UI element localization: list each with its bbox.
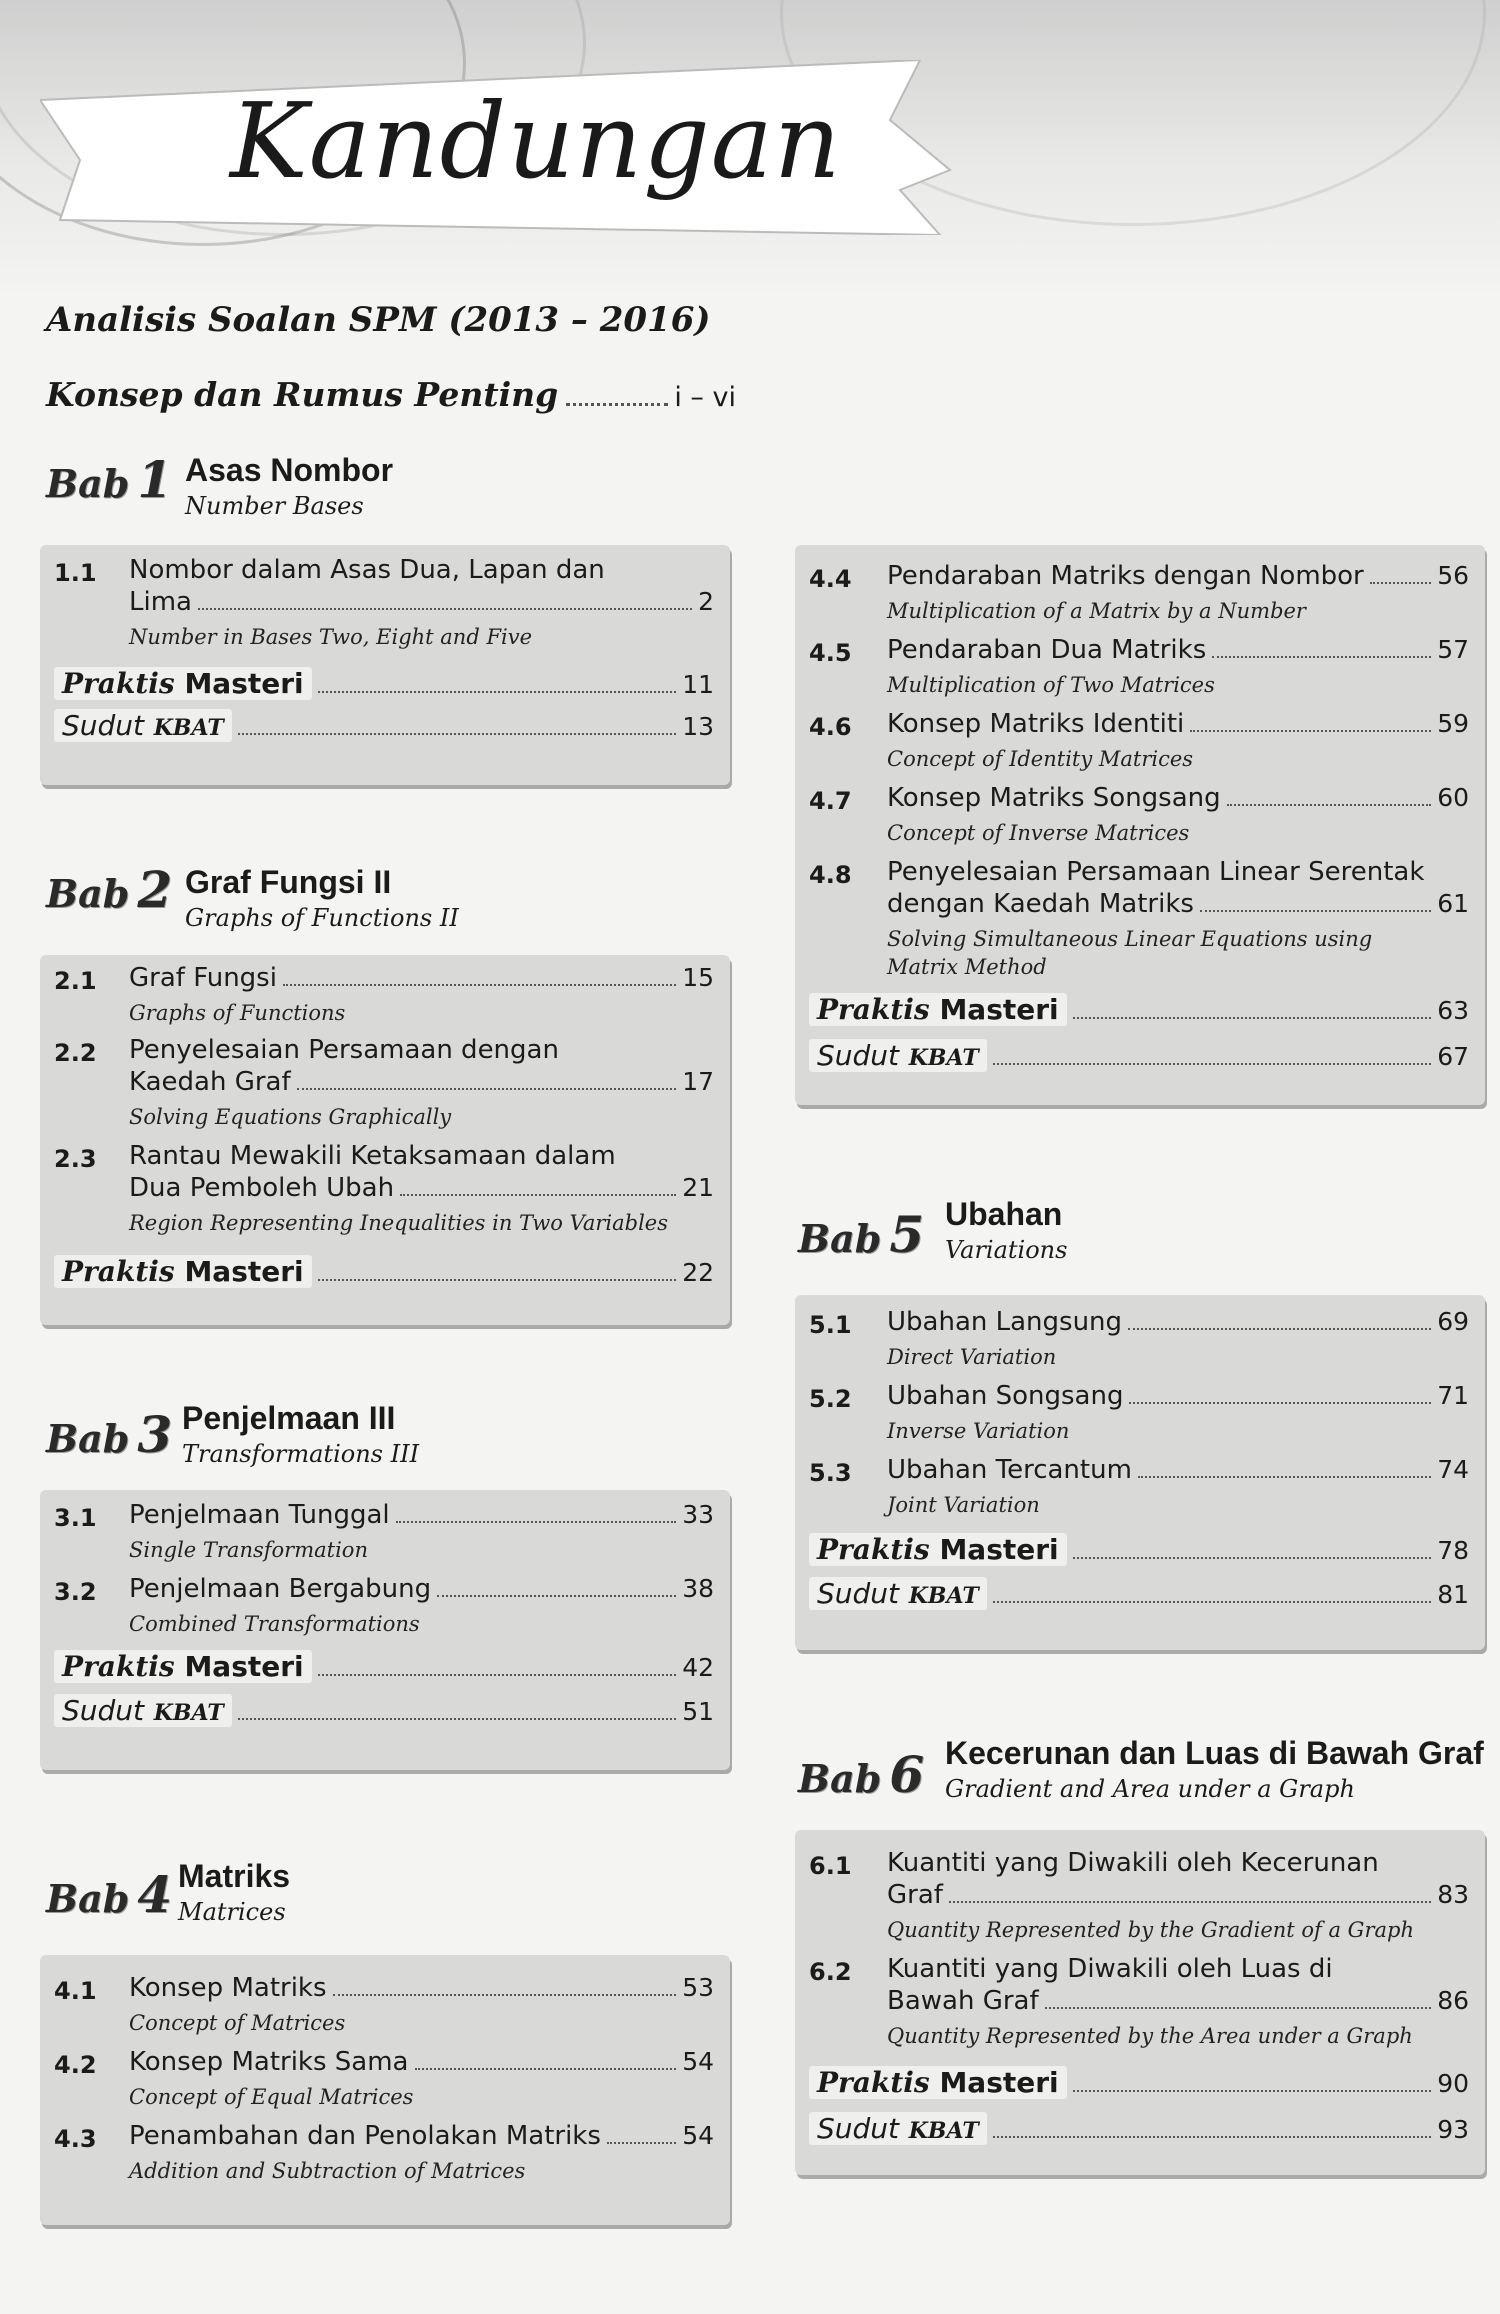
- entry-english: Inverse Variation: [887, 1419, 1070, 1443]
- entry-english: Direct Variation: [887, 1345, 1057, 1369]
- sudut-kbat-entry[interactable]: [809, 2112, 1469, 2145]
- praktis-masteri-tag: Praktis Masteri: [809, 1533, 1067, 1566]
- konsep-entry[interactable]: [46, 375, 736, 414]
- entry-english-cont: Matrix Method: [887, 955, 1047, 979]
- entry-page: 54: [682, 2047, 714, 2076]
- entry-english: Multiplication of a Matrix by a Number: [887, 599, 1306, 623]
- entry-title: Konsep Matriks Sama: [129, 2047, 409, 2077]
- entry-page: 2: [698, 587, 714, 616]
- sudut-kbat-entry[interactable]: [54, 709, 714, 742]
- entry-title-line: [887, 709, 1469, 739]
- entry-number: 2.1: [54, 967, 97, 995]
- entry-page: 17: [682, 1067, 714, 1096]
- entry-page: 21: [682, 1173, 714, 1202]
- entry-english: Concept of Equal Matrices: [129, 2085, 414, 2109]
- entry-page: 22: [682, 1258, 714, 1287]
- dot-leader: [1190, 730, 1431, 732]
- dot-leader: [400, 1194, 676, 1196]
- entry-english: Concept of Identity Matrices: [887, 747, 1194, 771]
- entry-page: 86: [1437, 1986, 1469, 2015]
- praktis-masteri-entry[interactable]: [809, 993, 1469, 1026]
- sudut-kbat-tag: Sudut KBAT: [54, 709, 232, 742]
- analysis-heading: Analisis Soalan SPM (2013 – 2016): [46, 300, 711, 340]
- entry-title-line: [129, 1500, 714, 1530]
- entry-number: 1.1: [54, 559, 97, 587]
- chapter-1-badge: Bab 1: [46, 450, 173, 509]
- dot-leader: [318, 1279, 677, 1281]
- entry-english: Addition and Subtraction of Matrices: [129, 2159, 526, 2183]
- dot-leader: [607, 2142, 676, 2144]
- entry-number: 5.3: [809, 1459, 852, 1487]
- entry-title-line: [887, 1381, 1469, 1411]
- entry-title-line: [887, 1455, 1469, 1485]
- sudut-kbat-tag: Sudut KBAT: [809, 2112, 987, 2145]
- chapter-4-box-left: [40, 1955, 730, 2225]
- entry-number: 6.1: [809, 1852, 852, 1880]
- entry-title: Konsep Matriks Identiti: [887, 709, 1185, 739]
- praktis-masteri-entry[interactable]: [809, 1533, 1469, 1566]
- entry-title-line: [887, 1986, 1469, 2016]
- sudut-kbat-tag: Sudut KBAT: [54, 1694, 232, 1727]
- entry-title-line: [887, 635, 1469, 665]
- praktis-masteri-tag: Praktis Masteri: [809, 2066, 1067, 2099]
- entry-number: 4.6: [809, 713, 852, 741]
- entry-title-line: [129, 2121, 714, 2151]
- entry-title-cont: Dua Pemboleh Ubah: [129, 1173, 395, 1203]
- entry-title: Graf Fungsi: [129, 963, 277, 993]
- sudut-kbat-entry[interactable]: [54, 1694, 714, 1727]
- entry-title: Konsep Matriks: [129, 1973, 327, 2003]
- dot-leader: [283, 984, 676, 986]
- entry-title: Penyelesaian Persamaan Linear Serentak: [887, 857, 1425, 887]
- entry-title: Kuantiti yang Diwakili oleh Luas di: [887, 1954, 1333, 1984]
- entry-page: 15: [682, 963, 714, 992]
- entry-page: 78: [1437, 1536, 1469, 1565]
- sudut-kbat-entry[interactable]: [809, 1577, 1469, 1610]
- entry-page: 93: [1437, 2115, 1469, 2144]
- praktis-masteri-tag: Praktis Masteri: [54, 1255, 312, 1288]
- entry-title: Ubahan Songsang: [887, 1381, 1124, 1411]
- entry-title: Penjelmaan Tunggal: [129, 1500, 390, 1530]
- entry-english: Solving Simultaneous Linear Equations using: [887, 927, 1373, 951]
- praktis-masteri-entry[interactable]: [54, 667, 714, 700]
- entry-english: Graphs of Functions: [129, 1001, 346, 1025]
- entry-page: 83: [1437, 1880, 1469, 1909]
- dot-leader: [318, 691, 677, 693]
- entry-english: Concept of Matrices: [129, 2011, 346, 2035]
- entry-title-line: [887, 889, 1469, 919]
- entry-page: 51: [682, 1697, 714, 1726]
- entry-english: Multiplication of Two Matrices: [887, 673, 1215, 697]
- entry-title: Pendaraban Matriks dengan Nombor: [887, 561, 1364, 591]
- entry-english: Quantity Represented by the Area under a Graph: [887, 2024, 1413, 2048]
- entry-english: Combined Transformations: [129, 1612, 420, 1636]
- chapter-5-subtitle: Variations: [945, 1236, 1068, 1264]
- chapter-4-subtitle: Matrices: [178, 1898, 286, 1926]
- dot-leader: [566, 403, 668, 406]
- entry-title: Pendaraban Dua Matriks: [887, 635, 1207, 665]
- dot-leader: [1073, 2090, 1432, 2092]
- chapter-2-title: Graf Fungsi II: [185, 864, 392, 900]
- dot-leader: [949, 1901, 1431, 1903]
- entry-title: Nombor dalam Asas Dua, Lapan dan: [129, 555, 605, 585]
- entry-page: 38: [682, 1574, 714, 1603]
- dot-leader: [333, 1994, 677, 1996]
- entry-title: Penyelesaian Persamaan dengan: [129, 1035, 559, 1065]
- entry-english: Joint Variation: [887, 1493, 1040, 1517]
- konsep-label: Konsep dan Rumus Penting: [46, 375, 559, 414]
- entry-page: 42: [682, 1653, 714, 1682]
- chapter-2-badge: Bab 2: [46, 860, 173, 919]
- dot-leader: [1227, 804, 1432, 806]
- entry-page: 61: [1437, 889, 1469, 918]
- chapter-1-box: [40, 545, 730, 785]
- chapter-4-badge: Bab 4: [46, 1865, 173, 1924]
- dot-leader: [415, 2068, 677, 2070]
- entry-title-cont: Graf: [887, 1880, 943, 1910]
- entry-number: 4.2: [54, 2051, 97, 2079]
- dot-leader: [1045, 2007, 1432, 2009]
- chapter-5-title: Ubahan: [945, 1196, 1063, 1232]
- entry-number: 2.2: [54, 1039, 97, 1067]
- entry-page: 69: [1437, 1307, 1469, 1336]
- entry-title: Rantau Mewakili Ketaksamaan dalam: [129, 1141, 616, 1171]
- entry-page: 60: [1437, 783, 1469, 812]
- dot-leader: [238, 733, 676, 735]
- entry-title: Penjelmaan Bergabung: [129, 1574, 432, 1604]
- entry-page: 53: [682, 1973, 714, 2002]
- dot-leader: [1073, 1557, 1432, 1559]
- dot-leader: [1200, 910, 1431, 912]
- entry-title: Penambahan dan Penolakan Matriks: [129, 2121, 601, 2151]
- konsep-pages: i – vi: [674, 382, 736, 413]
- entry-number: 4.5: [809, 639, 852, 667]
- entry-page: 67: [1437, 1042, 1469, 1071]
- entry-title-line: [129, 587, 714, 617]
- sudut-kbat-tag: Sudut KBAT: [809, 1577, 987, 1610]
- chapter-4-title: Matriks: [178, 1858, 291, 1894]
- dot-leader: [396, 1521, 677, 1523]
- praktis-masteri-entry[interactable]: [54, 1255, 714, 1288]
- praktis-masteri-tag: Praktis Masteri: [54, 667, 312, 700]
- entry-page: 13: [682, 712, 714, 741]
- entry-title-line: [887, 561, 1469, 591]
- page-title: Kandungan: [230, 80, 842, 202]
- entry-title: Konsep Matriks Songsang: [887, 783, 1221, 813]
- dot-leader: [1073, 1017, 1432, 1019]
- entry-page: 90: [1437, 2069, 1469, 2098]
- entry-title: Ubahan Tercantum: [887, 1455, 1132, 1485]
- praktis-masteri-tag: Praktis Masteri: [809, 993, 1067, 1026]
- entry-page: 74: [1437, 1455, 1469, 1484]
- entry-number: 6.2: [809, 1958, 852, 1986]
- entry-number: 3.2: [54, 1578, 97, 1606]
- entry-title-line: [129, 1067, 714, 1097]
- entry-title: Kuantiti yang Diwakili oleh Kecerunan: [887, 1848, 1379, 1878]
- entry-title: Ubahan Langsung: [887, 1307, 1123, 1337]
- praktis-masteri-entry[interactable]: [54, 1650, 714, 1683]
- dot-leader: [1138, 1476, 1431, 1478]
- entry-english: Concept of Inverse Matrices: [887, 821, 1190, 845]
- chapter-6-box: [795, 1830, 1485, 2175]
- entry-page: 71: [1437, 1381, 1469, 1410]
- sudut-kbat-entry[interactable]: [809, 1039, 1469, 1072]
- entry-title-line: [129, 963, 714, 993]
- chapter-2-subtitle: Graphs of Functions II: [185, 904, 459, 932]
- entry-number: 4.8: [809, 861, 852, 889]
- chapter-5-box: [795, 1295, 1485, 1650]
- entry-title-line: [887, 783, 1469, 813]
- entry-title-line: [129, 1973, 714, 2003]
- entry-number: 4.4: [809, 565, 852, 593]
- entry-number: 5.2: [809, 1385, 852, 1413]
- entry-title-cont: Bawah Graf: [887, 1986, 1039, 2016]
- entry-english: Quantity Represented by the Gradient of a Graph: [887, 1918, 1414, 1942]
- entry-title-line: [129, 2047, 714, 2077]
- chapter-6-badge: Bab 6: [798, 1745, 925, 1804]
- dot-leader: [993, 1601, 1431, 1603]
- entry-number: 5.1: [809, 1311, 852, 1339]
- entry-english: Region Representing Inequalities in Two Variables: [129, 1211, 668, 1235]
- entry-page: 81: [1437, 1580, 1469, 1609]
- entry-title-line: [887, 1880, 1469, 1910]
- entry-page: 59: [1437, 709, 1469, 738]
- dot-leader: [318, 1674, 677, 1676]
- dot-leader: [993, 1063, 1431, 1065]
- entry-number: 4.7: [809, 787, 852, 815]
- chapter-3-badge: Bab 3: [46, 1405, 173, 1464]
- entry-number: 3.1: [54, 1504, 97, 1532]
- entry-title-line: [129, 1173, 714, 1203]
- chapter-2-box: [40, 955, 730, 1325]
- chapter-6-title: Kecerunan dan Luas di Bawah Graf: [945, 1735, 1484, 1771]
- chapter-4-box-right: [795, 545, 1485, 1105]
- dot-leader: [437, 1595, 676, 1597]
- entry-title-cont: Kaedah Graf: [129, 1067, 291, 1097]
- entry-number: 4.1: [54, 1977, 97, 2005]
- entry-english: Single Transformation: [129, 1538, 368, 1562]
- dot-leader: [297, 1088, 677, 1090]
- chapter-3-subtitle: Transformations III: [182, 1440, 420, 1468]
- chapter-1-subtitle: Number Bases: [185, 492, 364, 520]
- chapter-5-badge: Bab 5: [798, 1205, 925, 1264]
- dot-leader: [1129, 1402, 1431, 1404]
- entry-page: 33: [682, 1500, 714, 1529]
- chapter-3-box: [40, 1490, 730, 1770]
- entry-title-cont: Lima: [129, 587, 192, 617]
- entry-title-cont: dengan Kaedah Matriks: [887, 889, 1194, 919]
- entry-english: Solving Equations Graphically: [129, 1105, 452, 1129]
- entry-page: 54: [682, 2121, 714, 2150]
- praktis-masteri-entry[interactable]: [809, 2066, 1469, 2099]
- praktis-masteri-tag: Praktis Masteri: [54, 1650, 312, 1683]
- dot-leader: [238, 1718, 676, 1720]
- dot-leader: [198, 608, 692, 610]
- entry-page: 57: [1437, 635, 1469, 664]
- dot-leader: [1370, 582, 1431, 584]
- entry-page: 63: [1437, 996, 1469, 1025]
- chapter-6-subtitle: Gradient and Area under a Graph: [945, 1775, 1355, 1803]
- chapter-1-title: Asas Nombor: [185, 452, 394, 488]
- entry-english: Number in Bases Two, Eight and Five: [129, 625, 533, 649]
- chapter-3-title: Penjelmaan III: [182, 1400, 396, 1436]
- dot-leader: [1212, 656, 1431, 658]
- dot-leader: [1128, 1328, 1431, 1330]
- entry-page: 56: [1437, 561, 1469, 590]
- sudut-kbat-tag: Sudut KBAT: [809, 1039, 987, 1072]
- entry-number: 4.3: [54, 2125, 97, 2153]
- entry-title-line: [129, 1574, 714, 1604]
- entry-title-line: [887, 1307, 1469, 1337]
- entry-page: 11: [682, 670, 714, 699]
- entry-number: 2.3: [54, 1145, 97, 1173]
- dot-leader: [993, 2136, 1431, 2138]
